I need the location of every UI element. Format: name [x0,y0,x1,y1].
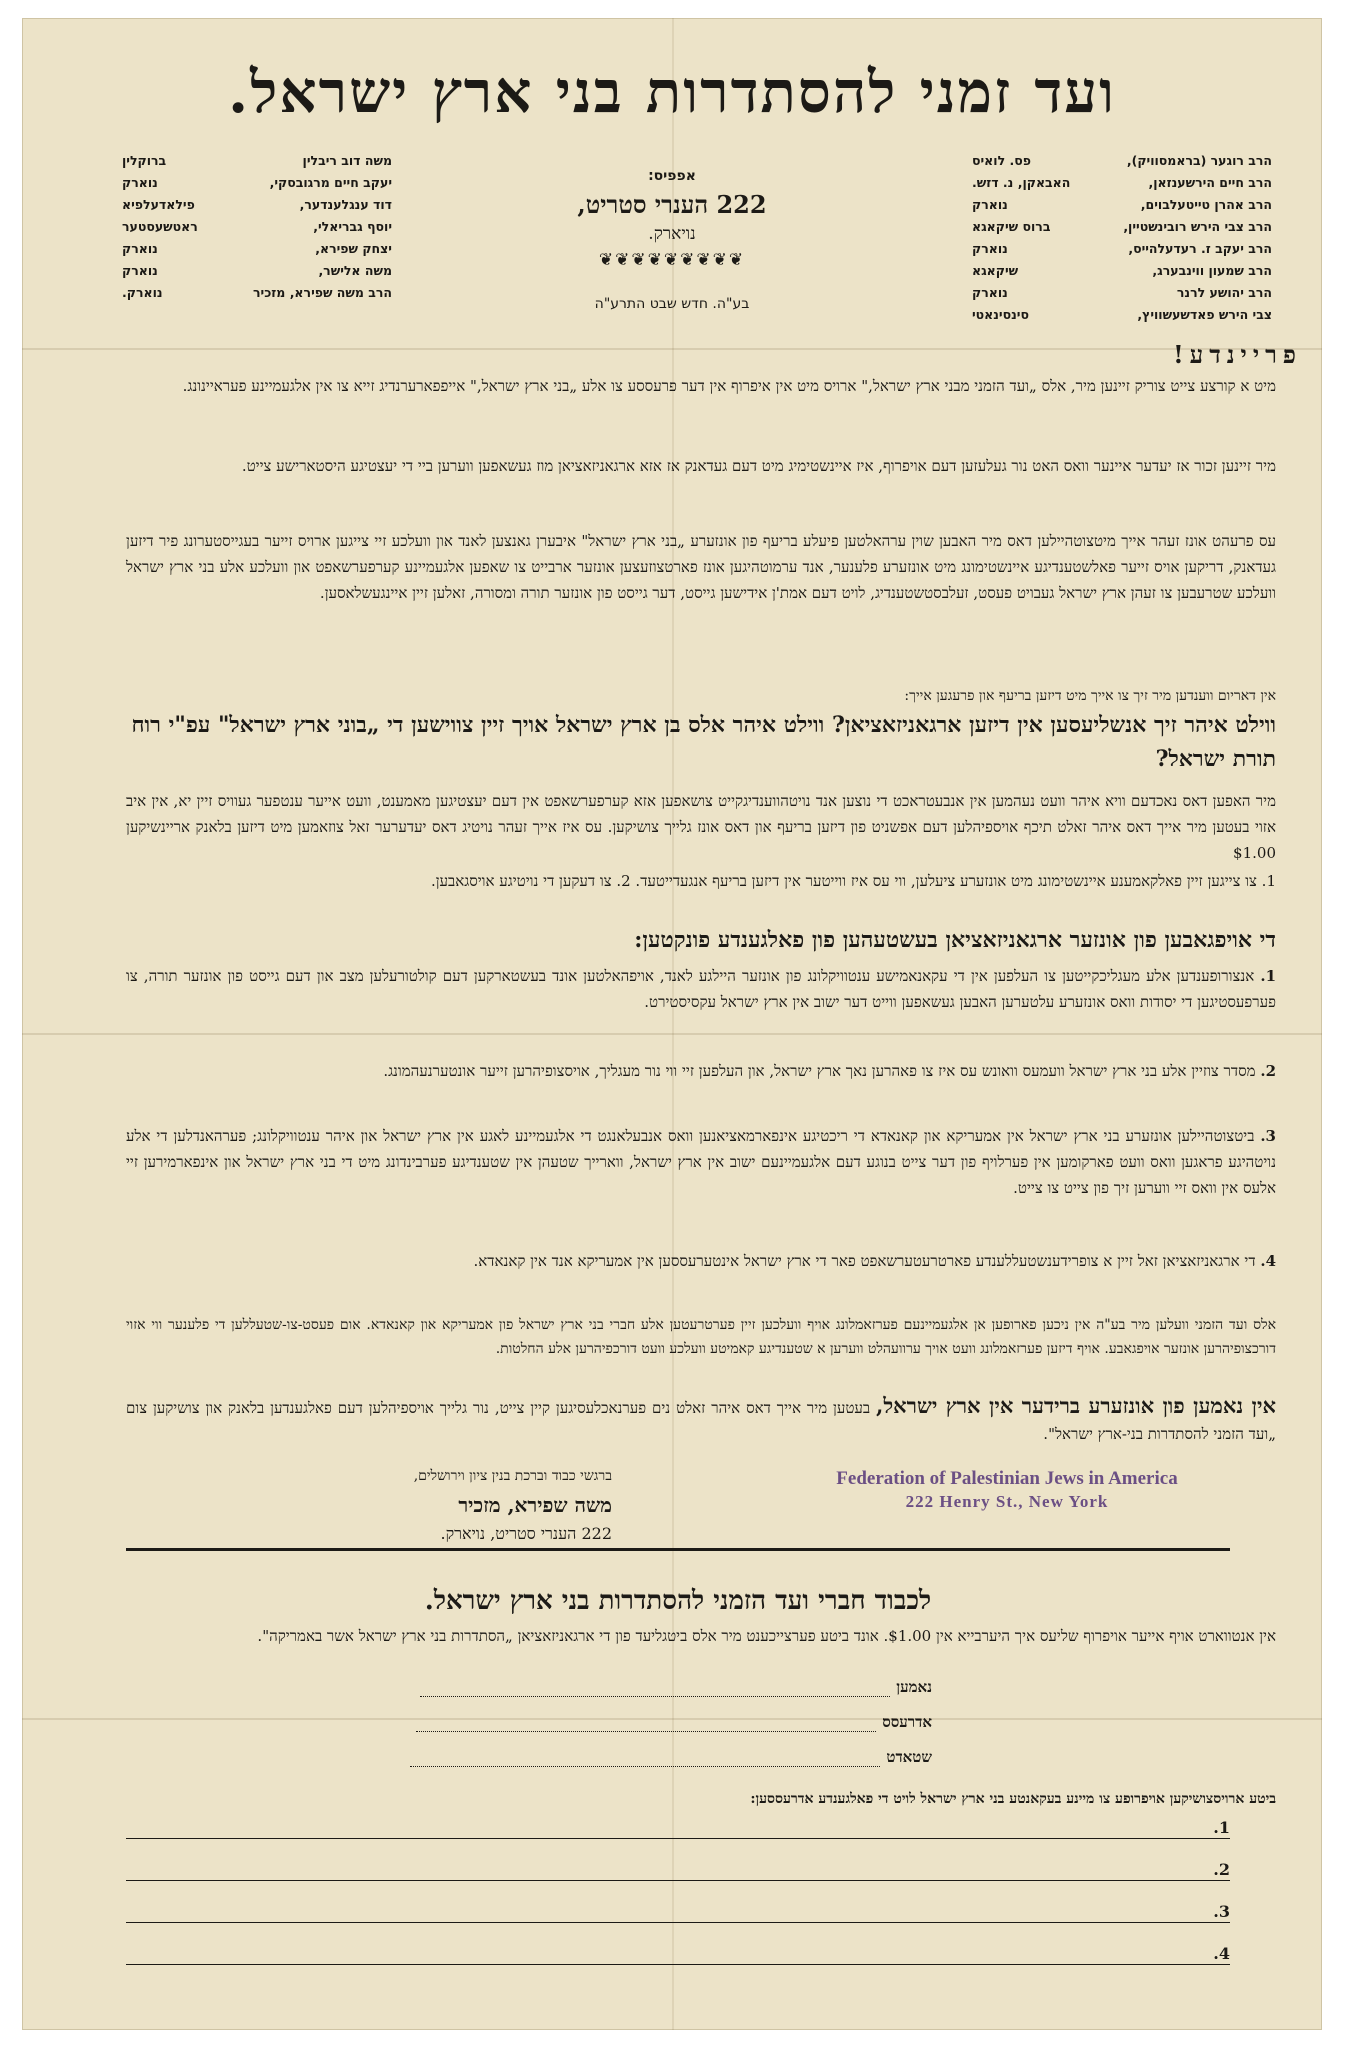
paragraph: מיר האפען דאס נאכדעם וויא איהר וועט נעהמען אין אנבעטראכט די נוצען אנד נויטהווענדיגקייט צושאפען אזא קערפערשאפט אין דעם יעצטיגען מאמענט, וועט אייער ענטפער געוויס זיין יא, אין איב אזוי בעטען מיר אייך דאס איהר זאלט תיכף אויספיהלען דעם אפשניט פון דיזען בריעף און דאס אונז גלייך צושיקען. עס איז אייך זעהר נויטיג דאס יעדערער זאל צוזאמען מיט דיזען בלאנק אריינשיקען $1.00 [126,792,1276,862]
committee-member [122,150,392,172]
goal-number: 3. [1260,1127,1276,1145]
goal-item [126,963,1276,1015]
committee-member [972,194,1272,216]
closing-paragraph: אלס ועד הזמני וועלען מיר בע"ה אין ניכען פארופען אן אלגעמיינעם פערזאמלונג אויף וועלכען זיין פערטרעטען אלע חברי בני ארץ ישראל פון אמעריקא און קאנאדא. אום פעסט-צו-שטעללען די פלענער ווי אזוי דורכצופיהרען אונזער אויפגאבע. אויף דיזען פערזאמלונג וועט אויך ערוועהלט ווערען א שטענדיגע קאמיטע וועלכע וועט דורכפיהרען אלע החלטות. [126,1317,1276,1357]
member-city: נוארק [972,241,1008,256]
office-city: נויארק. [648,224,696,244]
paragraph: 1. צו צייגען זיין פאלקאמענע איינשטימונג מיט אונזערע ציעלען, ווי עס איז ווייטער אין דיזען בריעף אנגעדייטעד. 2. צו דעקען די נויטיגע אויסגאבען. [430,872,1276,890]
slip-title: לכבוד חברי ועד הזמני להסתדרות בני ארץ ישראל. [424,1586,932,1616]
city-line[interactable] [410,1750,880,1767]
committee-member [122,216,392,238]
office-label: אפפיס: [648,168,696,184]
member-city: נוארק [972,285,1008,300]
member-name: הרב יעקב ז. רעדעלהייס, [1128,241,1272,256]
committee-member [972,304,1272,326]
goal-text: די ארגאניזאציאן זאל זיין א צופרידענשטעללענדע פארטרעטערשאפט פאר די ארץ ישראל אינטערעססען אין אמעריקא אנד אין קאנאדא. [473,1252,1256,1270]
member-name: יעקב חיים מרגובסקי, [269,175,392,190]
paragraph: עס פרעהט אונז זעהר אייך מיטצוטהיילען דאס מיר האבען שוין ערהאלטען פיעלע בריעף פון אונזערע „בני ארץ ישראל" איבערן גאנצען לאנד און וועלכע זיי צייגען ארויס זייער בעגייסטערונג פיר דיזען געדאנק, דריקען אויס זייער פאלשטענדיגע איינשטימונג מיט אונזערע פלענער, אנד ערמוטהיגען אונז פארטצוזעצען אונזער ארבייט צו שאפען אלגעמיינע קערפערשאפט און וועלכע אלע בני ארץ ישראל וועלכע שטרעבען צו זעהן ארץ ישראל געבויט פעסט, זעלבסטשטענדיג, לויט דעם אמת'ן אידישען גייסט, דער גייסט פון אונזער תורה ומסורה, זאלען זיין איינגעשלאסען. [126,532,1277,602]
member-city: נוארק [122,263,158,278]
friend-address-line[interactable]: 1. [126,1818,1230,1839]
letterhead-title: ועד זמני להסתדרות בני ארץ ישראל. [228,58,1116,126]
member-city: פס. לואיס [972,153,1031,168]
friend-address-line[interactable]: 3. [126,1902,1230,1923]
member-name: הרב שמעון ווינבערג, [1152,263,1272,278]
ink-stamp [822,1468,1192,1512]
goal-text: אנצורופענדען אלע מעגליכקייטען צו העלפען אין די עקאנאמישע ענטוויקלונג פון אונזער היילגע לאנד, אויפהאלטען אונד בעשטארקען דעם קולטורעלען מצב און דעם גייסט פון אונזער תורה, צו פערפעסטיגען די יסודות וואס אונזערע עלטערען האבען געשאפען ווייט דער ישוב אין ארץ ישראל עקסיסטירט. [126,967,1276,1011]
member-name: הרב רוגער (בראמסוויק), [1126,153,1272,168]
office-street: 222 הענרי סטריט, [577,190,767,219]
paragraph: מיט א קורצע צייט צוריק זיינען מיר, אלס „ועד הזמני מבני ארץ ישראל," ארויס מיט אין איפרוף אין דער פרעססע צו אלע „בני ארץ ישראל," אייפפארערנדיג זייא צו אין אלגעמיינע פעראיינונג. [182,377,1276,395]
closing-emphasis: אין נאמען פון אונזערע ברידער אין ארץ ישראל, [876,1393,1276,1418]
question: ווילט איהר זיך אנשליעסען אין דיזען ארגאניזאציאן? ווילט איהר אלס בן ארץ ישראל אויך זיין צווישען די „בוני ארץ ישראל" עפ"י רוח תורת ישראל? [131,712,1276,772]
member-city: נוארק. [122,285,163,300]
member-name: צבי הירש פאדשעשוויץ, [1137,307,1272,322]
city-field[interactable] [372,1748,932,1767]
member-city: ברוס שיקאגא [972,219,1051,234]
member-name: הרב צבי הירש רובינשטיין, [1123,219,1272,234]
signature-address: 222 הענרי סטריט, נויארק. [440,1524,612,1543]
address-label: אדרעסס [882,1713,932,1731]
member-name: הרב יהושע לרנר [1176,285,1272,300]
signature-greeting: ברגשי כבוד וברכת בנין ציון וירושלים, [413,1468,612,1484]
goal-item [126,1248,1276,1274]
member-city: סינסינאטי [972,307,1029,322]
member-city: נוארק [122,175,158,190]
committee-member [122,282,392,304]
committee-member [122,194,392,216]
slip-request: ביטע ארויסצושיקען אויפרופע צו מיינע בעקאנטע בני ארץ ישראל לויט די פאלגענדע אדרעססען: [750,1791,1276,1807]
member-city: ברוקלין [122,153,167,168]
member-name: משה דוב ריבלין [302,153,392,168]
member-name: דוד ענגלענדער, [299,197,392,212]
ornament-divider: ❦❦❦❦❦❦❦❦❦ [598,250,746,270]
member-city: פילאדעלפיא [122,197,195,212]
goal-text: ביטצוטהיילען אונזערע בני ארץ ישראל אין אמעריקא און קאנאדא די ריכטיגע אינפארמאציאנען וואס אנבעלאנגט די אלגעמיינע לאגע אין ארץ ישראל און איהר ענטוויקלונג; פערהאנדלען די אלע נויטהיגע פראגען וואס וועט פארקומען אין פערלויף פון דער צייט בנוגע דעם אלגעמיינעם ישוב אין ארץ ישראל, ווארייך שטעהן אין שטענדיגע פערבינדונג מיט די בני ארץ ישראל און אינפארמירען זיי אלעס אין וואס זיי ווערען זיך פון צייט צו צייט. [126,1127,1276,1197]
closing-text: בעטען מיר אייך דאס איהר זאלט נים פערנאכלעסיגען קיין צייט, נור גלייך אויספיהלען דעם פאלגענדען בלאנק און צושיקען צום „ועד הזמני להסתדרות בני-ארץ ישראל". [126,1399,1276,1443]
name-label: נאמען [896,1678,932,1696]
member-name: יצחק שפירא, [315,241,392,256]
member-name: הרב חיים הירשענזאן, [1148,175,1272,190]
committee-member [122,260,392,282]
goal-number: 2. [1260,1062,1276,1080]
goal-number: 1. [1260,967,1276,985]
goals-heading: די אויפגאבען פון אונזער ארגאניזאציאן בעשטעהען פון פאלגענדע פונקטען: [634,927,1276,953]
member-city: שיקאגא [972,263,1019,278]
stamp-line-2: 222 Henry St., New York [905,1492,1109,1511]
name-field[interactable] [372,1678,932,1697]
letter-date: בע"ה. חדש שבט התרע"ה [594,296,750,312]
member-name: הרב אהרן טייטעלבוים, [1140,197,1272,212]
member-city: האבאקן, נ. דזש. [972,175,1071,190]
signature-name: משה שפירא, מזכיר [458,1493,612,1517]
stamp-line-1: Federation of Palestinian Jews in America [836,1468,1178,1489]
name-line[interactable] [420,1680,890,1697]
city-label: שטאדט [886,1748,932,1766]
friend-address-line[interactable]: 2. [126,1860,1230,1881]
committee-list-right [972,150,1272,326]
member-name: יוסף גבריאלי, [313,219,392,234]
address-field[interactable] [372,1713,932,1732]
signature-block [142,1468,612,1544]
member-name: הרב משה שפירא, מזכיר [253,285,392,300]
member-name: משה אלישר, [318,263,392,278]
tear-off-divider [126,1548,1230,1551]
slip-text: אין אנטווארט אויף אייער אויפרוף שליעס איך היערבייא אין $1.00. אונד ביטע פערצייכענט מיר אלס ביטגליעד פון די ארגאניזאציאן „הסתדרות בני ארץ ישראל אשר באמריקה". [257,1627,1276,1645]
goal-text: מסדר צוזיין אלע בני ארץ ישראל וועמעס וואונש עס איז צו פאהרען נאך ארץ ישראל, און העלפען זיי ווי נור מעגליך, אויסצופיהרען זייער אונטערנעהמונג. [383,1062,1256,1080]
committee-member [972,216,1272,238]
goal-item [126,1123,1276,1201]
member-city: ראטשעסטער [122,219,198,234]
paragraph: מיר זיינען זכור אז יעדער איינער וואס האט נור געלעזען דעם אויפרוף, איז איינשטימיג מיט דעם געדאנק אז אזא ארגאניזאציאן מוז געשאפען ווערען ביי די יעצטיגע היסטארישע צייט. [241,457,1276,475]
greeting: פריינדע! [1173,340,1302,369]
goal-number: 4. [1260,1252,1276,1270]
question-intro: אין דאריום ווענדען מיר זיך צו אייך מיט דיזען בריעף און פרעגען אייך: [904,688,1276,704]
goal-item [126,1058,1276,1084]
document-sheet [22,18,1322,2030]
committee-member [972,260,1272,282]
committee-member [972,282,1272,304]
committee-list-left [122,150,392,304]
office-address [542,168,802,312]
committee-member [972,150,1272,172]
closing-paragraph [126,1393,1276,1447]
committee-member [122,238,392,260]
committee-member [122,172,392,194]
committee-member [972,238,1272,260]
friend-address-line[interactable]: 4. [126,1944,1230,1965]
member-city: נוארק [972,197,1008,212]
address-line[interactable] [416,1715,876,1732]
member-city: נוארק [122,241,158,256]
committee-member [972,172,1272,194]
